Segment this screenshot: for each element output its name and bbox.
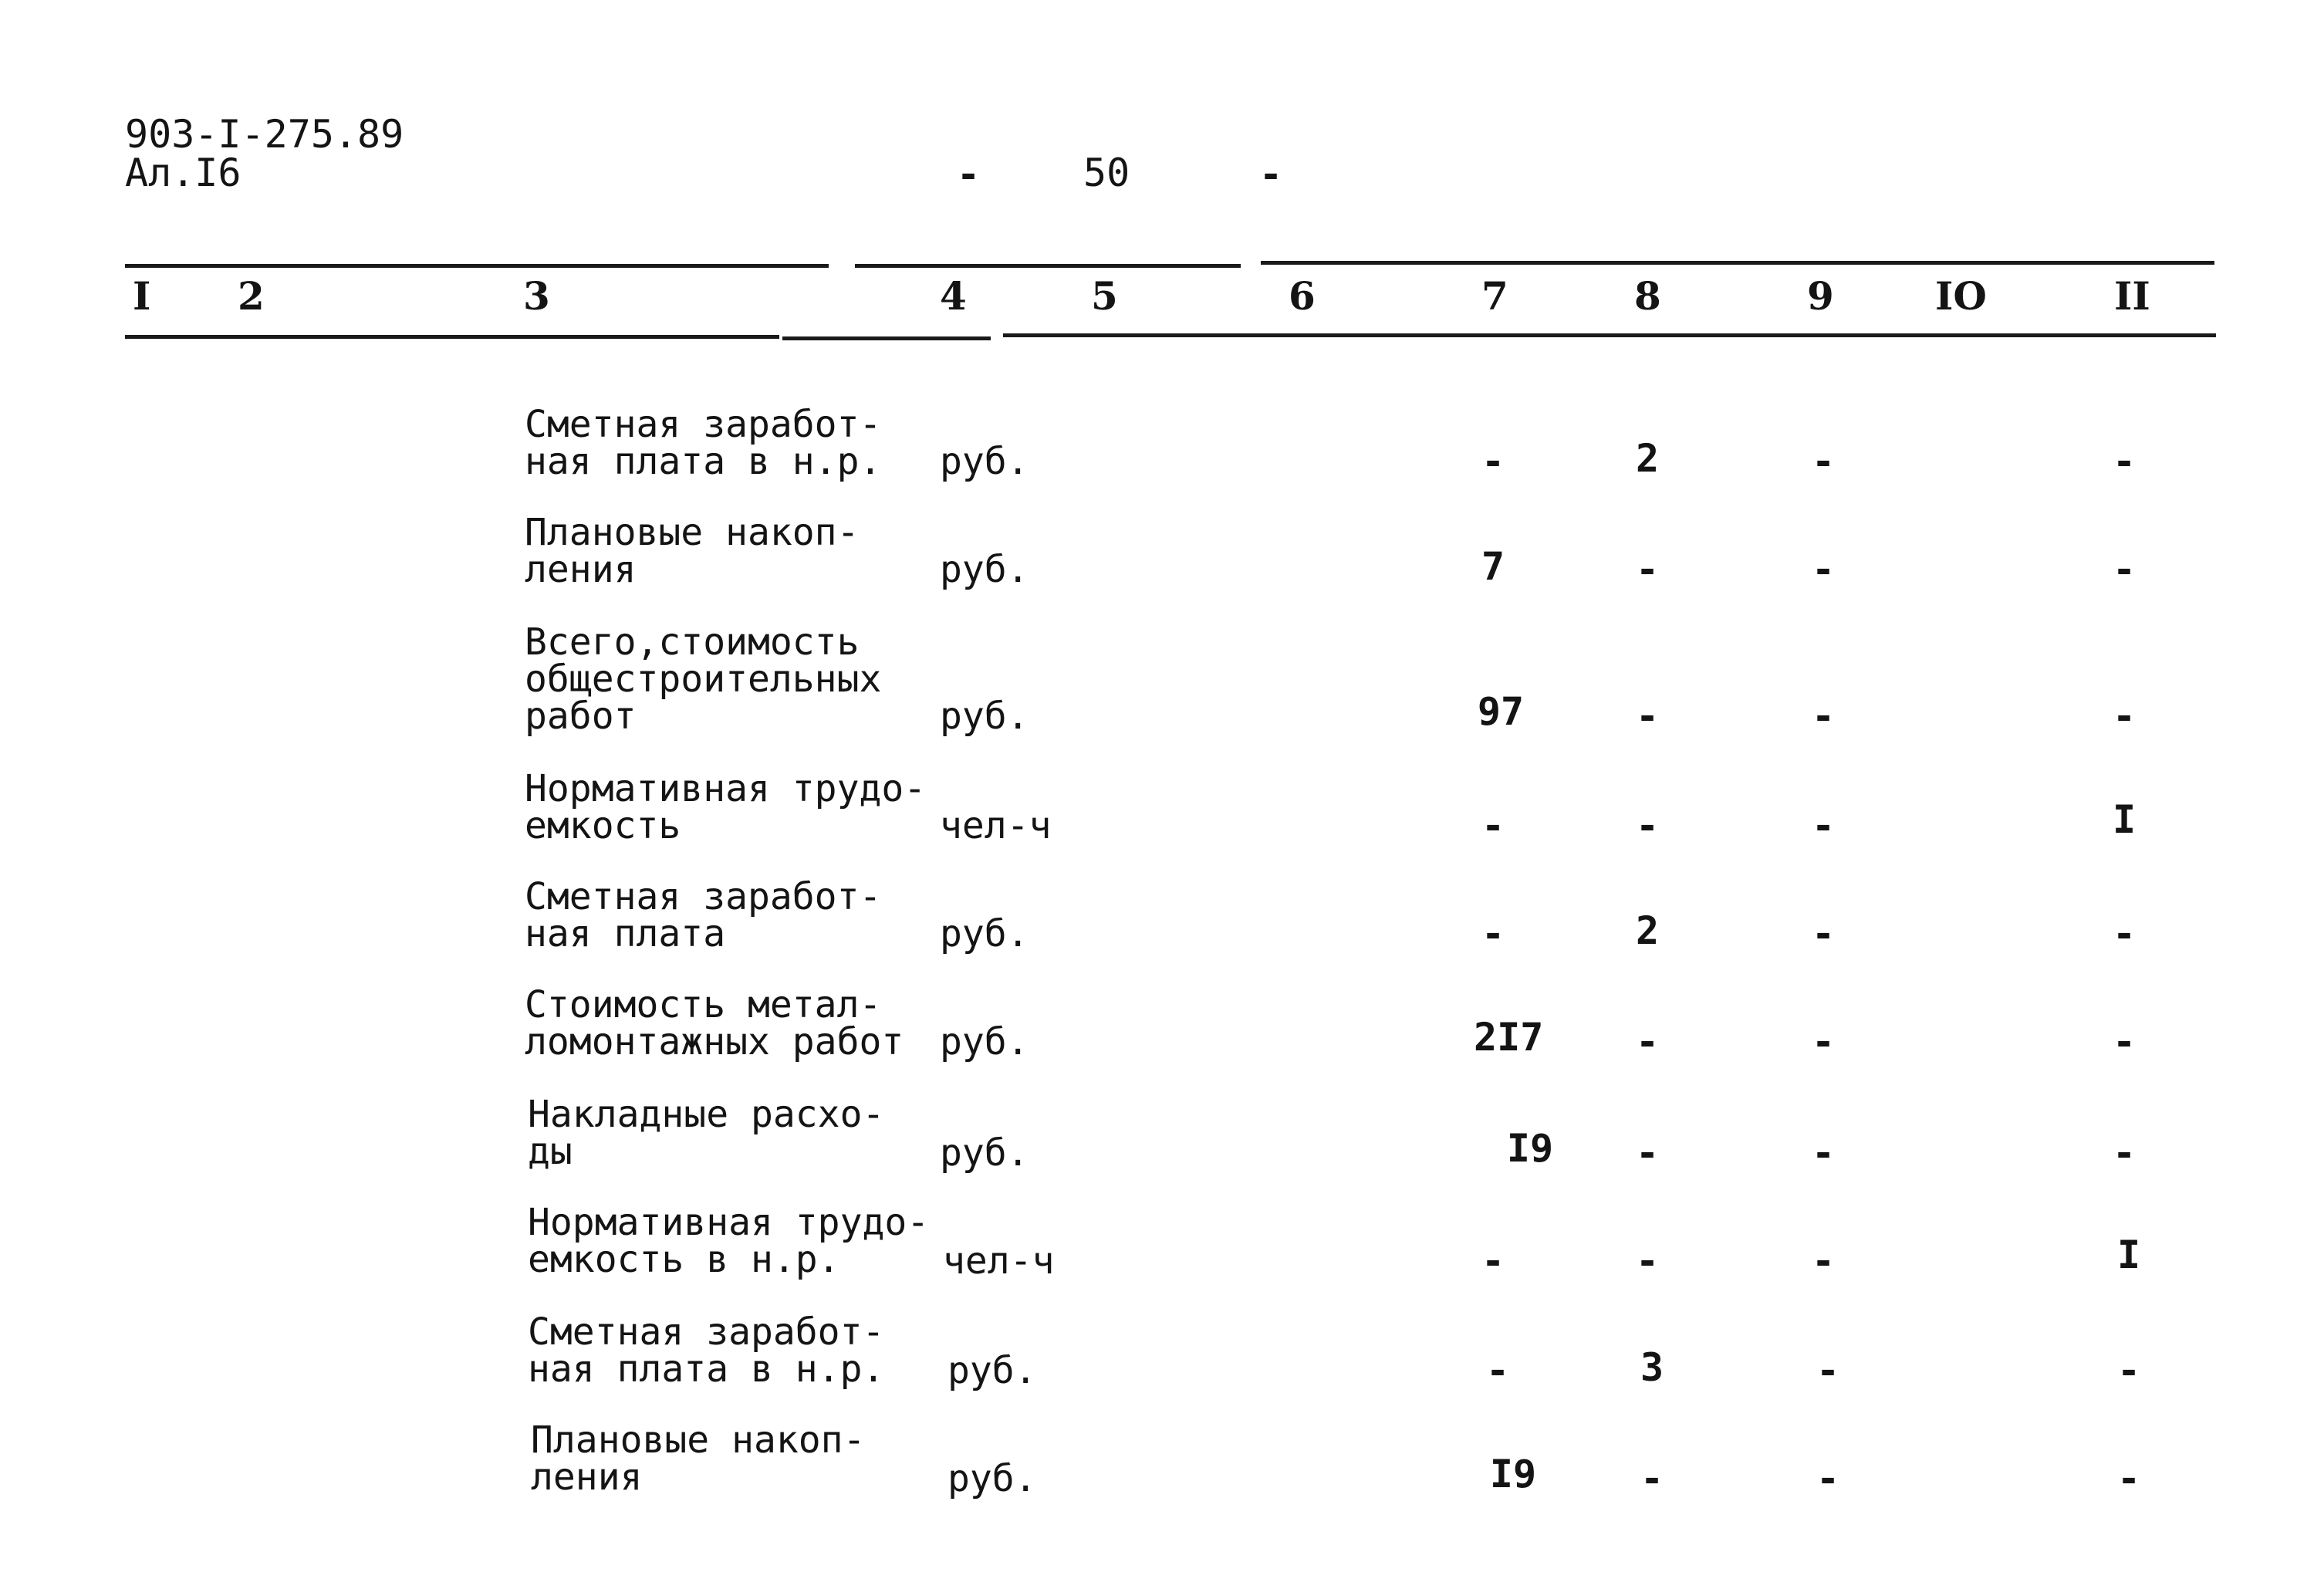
- row-description: Стоимость метал- ломонтажных работ: [525, 983, 904, 1063]
- row-value-col11: -: [2112, 439, 2137, 484]
- row-unit: руб.: [948, 1457, 1037, 1500]
- row-value-col9: -: [1816, 1348, 1840, 1393]
- row-description: Сметная заработ- ная плата в н.р.: [525, 403, 882, 483]
- row-value-col11: -: [2116, 1456, 2141, 1501]
- row-value-col8: -: [1640, 1456, 1664, 1501]
- row-unit: руб.: [940, 695, 1029, 738]
- column-number-10: IO: [1935, 273, 1987, 319]
- row-value-col11: -: [2116, 1348, 2141, 1393]
- row-unit: руб.: [948, 1349, 1037, 1392]
- header-rule-bottom-right: [1003, 333, 2216, 337]
- row-value-col7: -: [1481, 439, 1505, 484]
- row-description: Плановые накоп- ления: [525, 511, 860, 591]
- row-description: Нормативная трудо- емкость в н.р.: [528, 1201, 930, 1281]
- row-value-col9: -: [1811, 694, 1836, 739]
- column-number-2: 2: [238, 273, 265, 319]
- row-value-col7: -: [1485, 1348, 1510, 1393]
- page-number: 50: [1083, 150, 1130, 195]
- row-value-col8: -: [1635, 1239, 1660, 1283]
- row-unit: руб.: [940, 440, 1029, 483]
- header-rule-top-left: [125, 264, 829, 268]
- row-description: Сметная заработ- ная плата: [525, 875, 882, 955]
- column-number-4: 4: [940, 273, 967, 319]
- row-value-col11: -: [2112, 694, 2137, 739]
- header-rule-bottom-left: [125, 335, 779, 339]
- row-value-col7: -: [1481, 1239, 1505, 1283]
- row-description: Плановые накоп- ления: [531, 1418, 866, 1499]
- row-value-col8: -: [1635, 1019, 1660, 1064]
- row-unit: чел-ч: [940, 804, 1052, 847]
- row-unit: руб.: [940, 1131, 1029, 1175]
- column-number-11: II: [2114, 273, 2150, 319]
- row-value-col9: -: [1811, 803, 1836, 848]
- row-unit: руб.: [940, 1020, 1029, 1063]
- row-value-col9: -: [1811, 1131, 1836, 1175]
- page-dash-left: -: [957, 152, 981, 197]
- row-value-col8: 3: [1640, 1345, 1664, 1390]
- header-rule-top-right: [1261, 261, 2214, 265]
- column-number-9: 9: [1807, 273, 1834, 319]
- header-rule-top-middle: [855, 264, 1241, 268]
- row-value-col7: 97: [1477, 689, 1525, 734]
- row-value-col8: 2: [1635, 436, 1660, 481]
- row-value-col11: -: [2112, 911, 2137, 956]
- row-description: Нормативная трудо- емкость: [525, 767, 927, 847]
- page-dash-right: -: [1259, 152, 1283, 197]
- row-value-col8: 2: [1635, 908, 1660, 953]
- row-value-col7: -: [1481, 803, 1505, 848]
- row-value-col11: I: [2116, 1233, 2141, 1277]
- row-unit: чел-ч: [943, 1239, 1055, 1283]
- row-value-col7: I9: [1489, 1452, 1537, 1496]
- row-value-col7: I9: [1506, 1126, 1554, 1171]
- row-value-col11: I: [2112, 797, 2137, 842]
- column-number-5: 5: [1091, 273, 1118, 319]
- header-rule-bottom-middle: [782, 336, 991, 340]
- row-value-col8: -: [1635, 547, 1660, 592]
- sheet-label: Ал.I6: [125, 150, 242, 195]
- row-value-col11: -: [2112, 1019, 2137, 1064]
- row-value-col9: -: [1811, 439, 1836, 484]
- column-number-7: 7: [1481, 273, 1508, 319]
- row-value-col11: -: [2112, 1131, 2137, 1175]
- row-value-col8: -: [1635, 803, 1660, 848]
- column-number-6: 6: [1289, 273, 1316, 319]
- row-value-col7: 7: [1481, 544, 1505, 589]
- document-code: 903-I-275.89: [125, 112, 404, 157]
- row-unit: руб.: [940, 548, 1029, 591]
- row-value-col9: -: [1811, 911, 1836, 956]
- row-description: Всего,стоимость общестроительных работ: [525, 620, 882, 738]
- row-value-col11: -: [2112, 547, 2137, 592]
- row-value-col7: 2I7: [1474, 1015, 1544, 1060]
- row-value-col9: -: [1816, 1456, 1840, 1501]
- column-number-1: I: [133, 273, 151, 319]
- row-value-col9: -: [1811, 1019, 1836, 1064]
- row-description: Накладные расхо- ды: [528, 1093, 885, 1173]
- row-value-col8: -: [1635, 1131, 1660, 1175]
- row-value-col8: -: [1635, 694, 1660, 739]
- row-value-col7: -: [1481, 911, 1505, 956]
- row-description: Сметная заработ- ная плата в н.р.: [528, 1310, 885, 1391]
- row-value-col9: -: [1811, 1239, 1836, 1283]
- row-unit: руб.: [940, 912, 1029, 955]
- column-number-8: 8: [1634, 273, 1661, 319]
- column-number-3: 3: [523, 273, 550, 319]
- row-value-col9: -: [1811, 547, 1836, 592]
